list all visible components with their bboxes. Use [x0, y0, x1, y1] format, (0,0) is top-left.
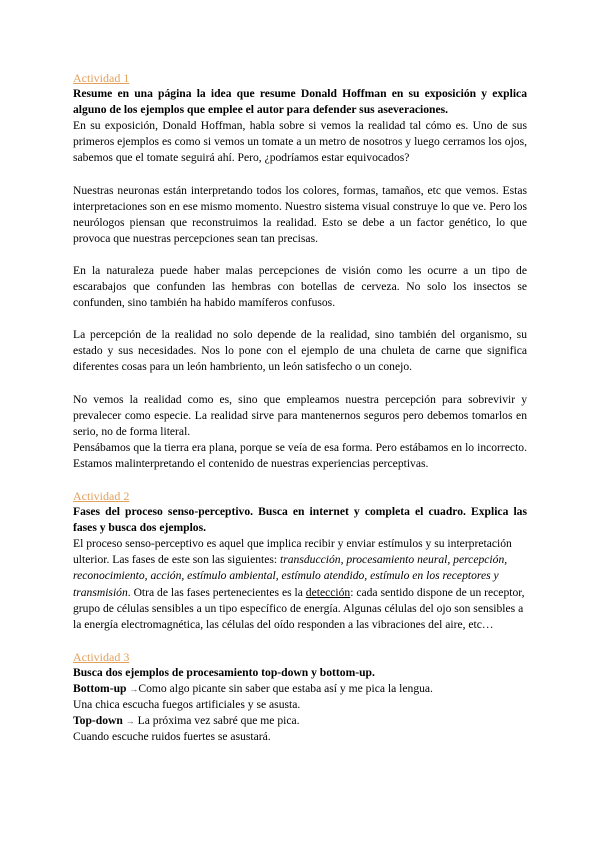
top-down-text: La próxima vez sabré que me pica.: [134, 714, 300, 728]
activity-1-paragraph-6: Pensábamos que la tierra era plana, porque se veía de esa forma. Pero estábamos en lo incorrecto. Estamos malinterpretando el contenido de nuestras experiencias perceptivas.: [73, 440, 527, 470]
activity-3-heading: Actividad 3: [73, 649, 130, 664]
activity-2-text-b: . Otra de las fases pertenecientes es la: [127, 585, 306, 599]
bottom-up-example: [73, 681, 527, 697]
document-page: [73, 70, 527, 745]
arrow-icon: →: [125, 716, 135, 727]
activity-3-question: Busca dos ejemplos de procesamiento top-down y bottom-up.: [73, 665, 375, 679]
activity-1-question: Resume en una página la idea que resume Donald Hoffman en su exposición y explica alguno de los ejemplos que emplee el autor para defender sus aseveraciones.: [73, 87, 527, 117]
bottom-up-example-2: Una chica escucha fuegos artificiales y se asusta.: [73, 698, 301, 712]
activity-2-text-c: : cada sentido dispone de un receptor, grupo de células sensibles a un tipo específico de energía. Algunas células del ojo son sensibles a la energía electromagnética, las células del oído responden a las vibraciones del aire, etc…: [73, 585, 525, 631]
activity-1-paragraph-3: En la naturaleza puede haber malas percepciones de visión como les ocurre a un tipo de escarabajos que confunden las hembras con botellas de cerveza. No solo los insectos se confunden, sino también ha habido mamíferos confusos.: [73, 263, 527, 310]
bottom-up-text: Como algo picante sin saber que estaba así y me pica la lengua.: [138, 682, 433, 695]
activity-1-paragraph-5: No vemos la realidad como es, sino que empleamos nuestra percepción para sobrevivir y prevalecer como especie. La realidad sirve para mantenernos seguros pero debemos tomarlos en serio, no de forma literal.: [73, 392, 527, 438]
activity-1-paragraph-1: En su exposición, Donald Hoffman, habla sobre si vemos la realidad tal cómo es. Uno de sus primeros ejemplos es como si vemos un tomate a un metro de nosotros y luego cerramos los ojos, sabemos que el tomate seguirá ahí. Pero, ¿podríamos estar equivocados?: [73, 119, 527, 165]
activity-2-paragraph: [73, 536, 527, 633]
arrow-icon: →: [129, 684, 139, 694]
activity-2-heading: Actividad 2: [73, 488, 130, 503]
activity-2-phases-list: transducción, procesamiento neural, percepción, reconocimiento, acción, estímulo ambiental, estímulo atendido, estímulo en los receptores y transmisión: [73, 553, 508, 599]
activity-2-text-a: El proceso senso-perceptivo es aquel que implica recibir y enviar estímulos y su interpretación ulterior. Las fases de este son las siguientes:: [73, 537, 512, 567]
top-down-label: Top-down: [73, 714, 123, 728]
activity-1-paragraph-4: La percepción de la realidad no solo depende de la realidad, sino también del organismo, su estado y sus necesidades. Nos lo pone con el ejemplo de una chuleta de carne que significa diferentes cosas para un león hambriento, un león satisfecho o un conejo.: [73, 328, 527, 374]
activity-2-question: Fases del proceso senso-perceptivo. Busca en internet y completa el cuadro. Explica las fases y busca dos ejemplos.: [73, 505, 527, 535]
top-down-example: [73, 713, 527, 729]
activity-1-paragraph-2: Nuestras neuronas están interpretando todos los colores, formas, tamaños, etc que vemos. Estas interpretaciones son en ese mismo momento. Nuestro sistema visual construye lo que ve. Pero los neurólogos piensan que reconstruimos la realidad. Esto se debe a un factor genético, lo que provoca que nuestras percepciones sean tan precisas.: [73, 183, 527, 245]
activity-1-heading: Actividad 1: [73, 71, 130, 85]
activity-2-detection-term: detección: [305, 585, 351, 599]
bottom-up-label: Bottom-up: [73, 682, 127, 695]
top-down-example-2: Cuando escuche ruidos fuertes se asustará.: [73, 730, 271, 744]
